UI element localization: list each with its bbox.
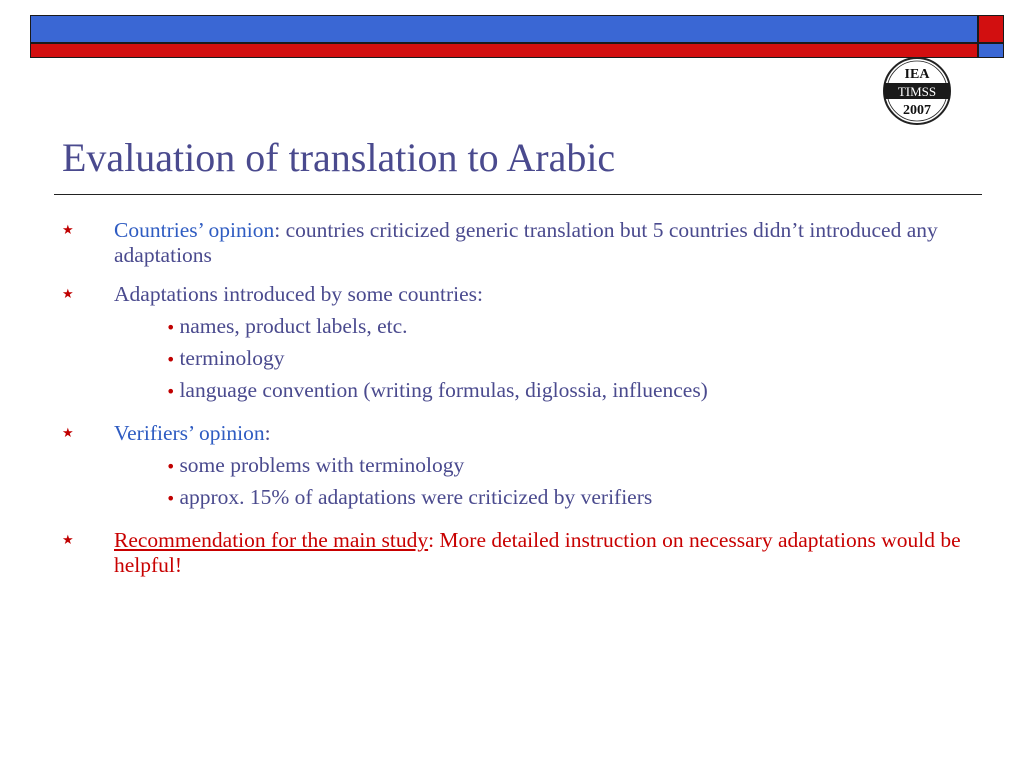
banner-blue-bar (30, 15, 978, 43)
banner-red-square (978, 15, 1004, 43)
dot-bullet-icon: • (166, 457, 176, 476)
bullet-rest: : More detailed instruction on necessary adaptations would be helpful! (114, 528, 961, 577)
sub-item (114, 450, 962, 482)
slide-title: Evaluation of translation to Arabic (62, 135, 616, 180)
logo-middle-text: TIMSS (897, 84, 937, 99)
logo-top-text: IEA (904, 67, 930, 82)
header-banner (30, 15, 1006, 60)
bullet-verifiers-opinion (62, 421, 962, 514)
sub-item (114, 343, 962, 375)
star-bullet-icon: ★ (62, 533, 74, 548)
bullet-text: Adaptations introduced by some countries: (114, 282, 484, 306)
bullet-lead: Verifiers’ opinion (114, 421, 265, 445)
slide-content (62, 218, 962, 592)
sub-item (114, 482, 962, 514)
bullet-adaptations (62, 282, 962, 407)
logo-bottom-text: 2007 (903, 103, 931, 118)
sub-item (114, 375, 962, 407)
banner-red-bar (30, 43, 978, 58)
sub-item (114, 311, 962, 343)
star-bullet-icon: ★ (62, 223, 74, 238)
sub-item-text: some problems with terminology (179, 453, 465, 477)
dot-bullet-icon: • (166, 382, 176, 401)
bullet-rest: : countries criticized generic translation but 5 countries didn’t introduced any adaptations (114, 218, 938, 267)
timss-2007-logo (880, 56, 954, 126)
sub-item-text: language convention (writing formulas, diglossia, influences) (179, 378, 708, 402)
star-bullet-icon: ★ (62, 426, 74, 441)
sub-item-text: names, product labels, etc. (179, 314, 408, 338)
bullet-text (114, 528, 962, 578)
title-divider (54, 194, 982, 195)
sub-list (114, 450, 962, 514)
bullet-rest: : (264, 421, 271, 445)
bullet-lead: Recommendation for the main study (114, 528, 429, 552)
dot-bullet-icon: • (166, 350, 176, 369)
dot-bullet-icon: • (166, 489, 176, 508)
sub-item-text: approx. 15% of adaptations were criticized by verifiers (179, 485, 653, 509)
banner-blue-square (978, 43, 1004, 58)
bullet-recommendation (62, 528, 962, 578)
bullet-text (114, 421, 962, 446)
sub-list (114, 311, 962, 407)
dot-bullet-icon: • (166, 318, 176, 337)
sub-item-text: terminology (179, 346, 285, 370)
bullet-countries-opinion (62, 218, 962, 268)
bullet-text (114, 218, 962, 268)
star-bullet-icon: ★ (62, 287, 74, 302)
bullet-lead: Countries’ opinion (114, 218, 275, 242)
